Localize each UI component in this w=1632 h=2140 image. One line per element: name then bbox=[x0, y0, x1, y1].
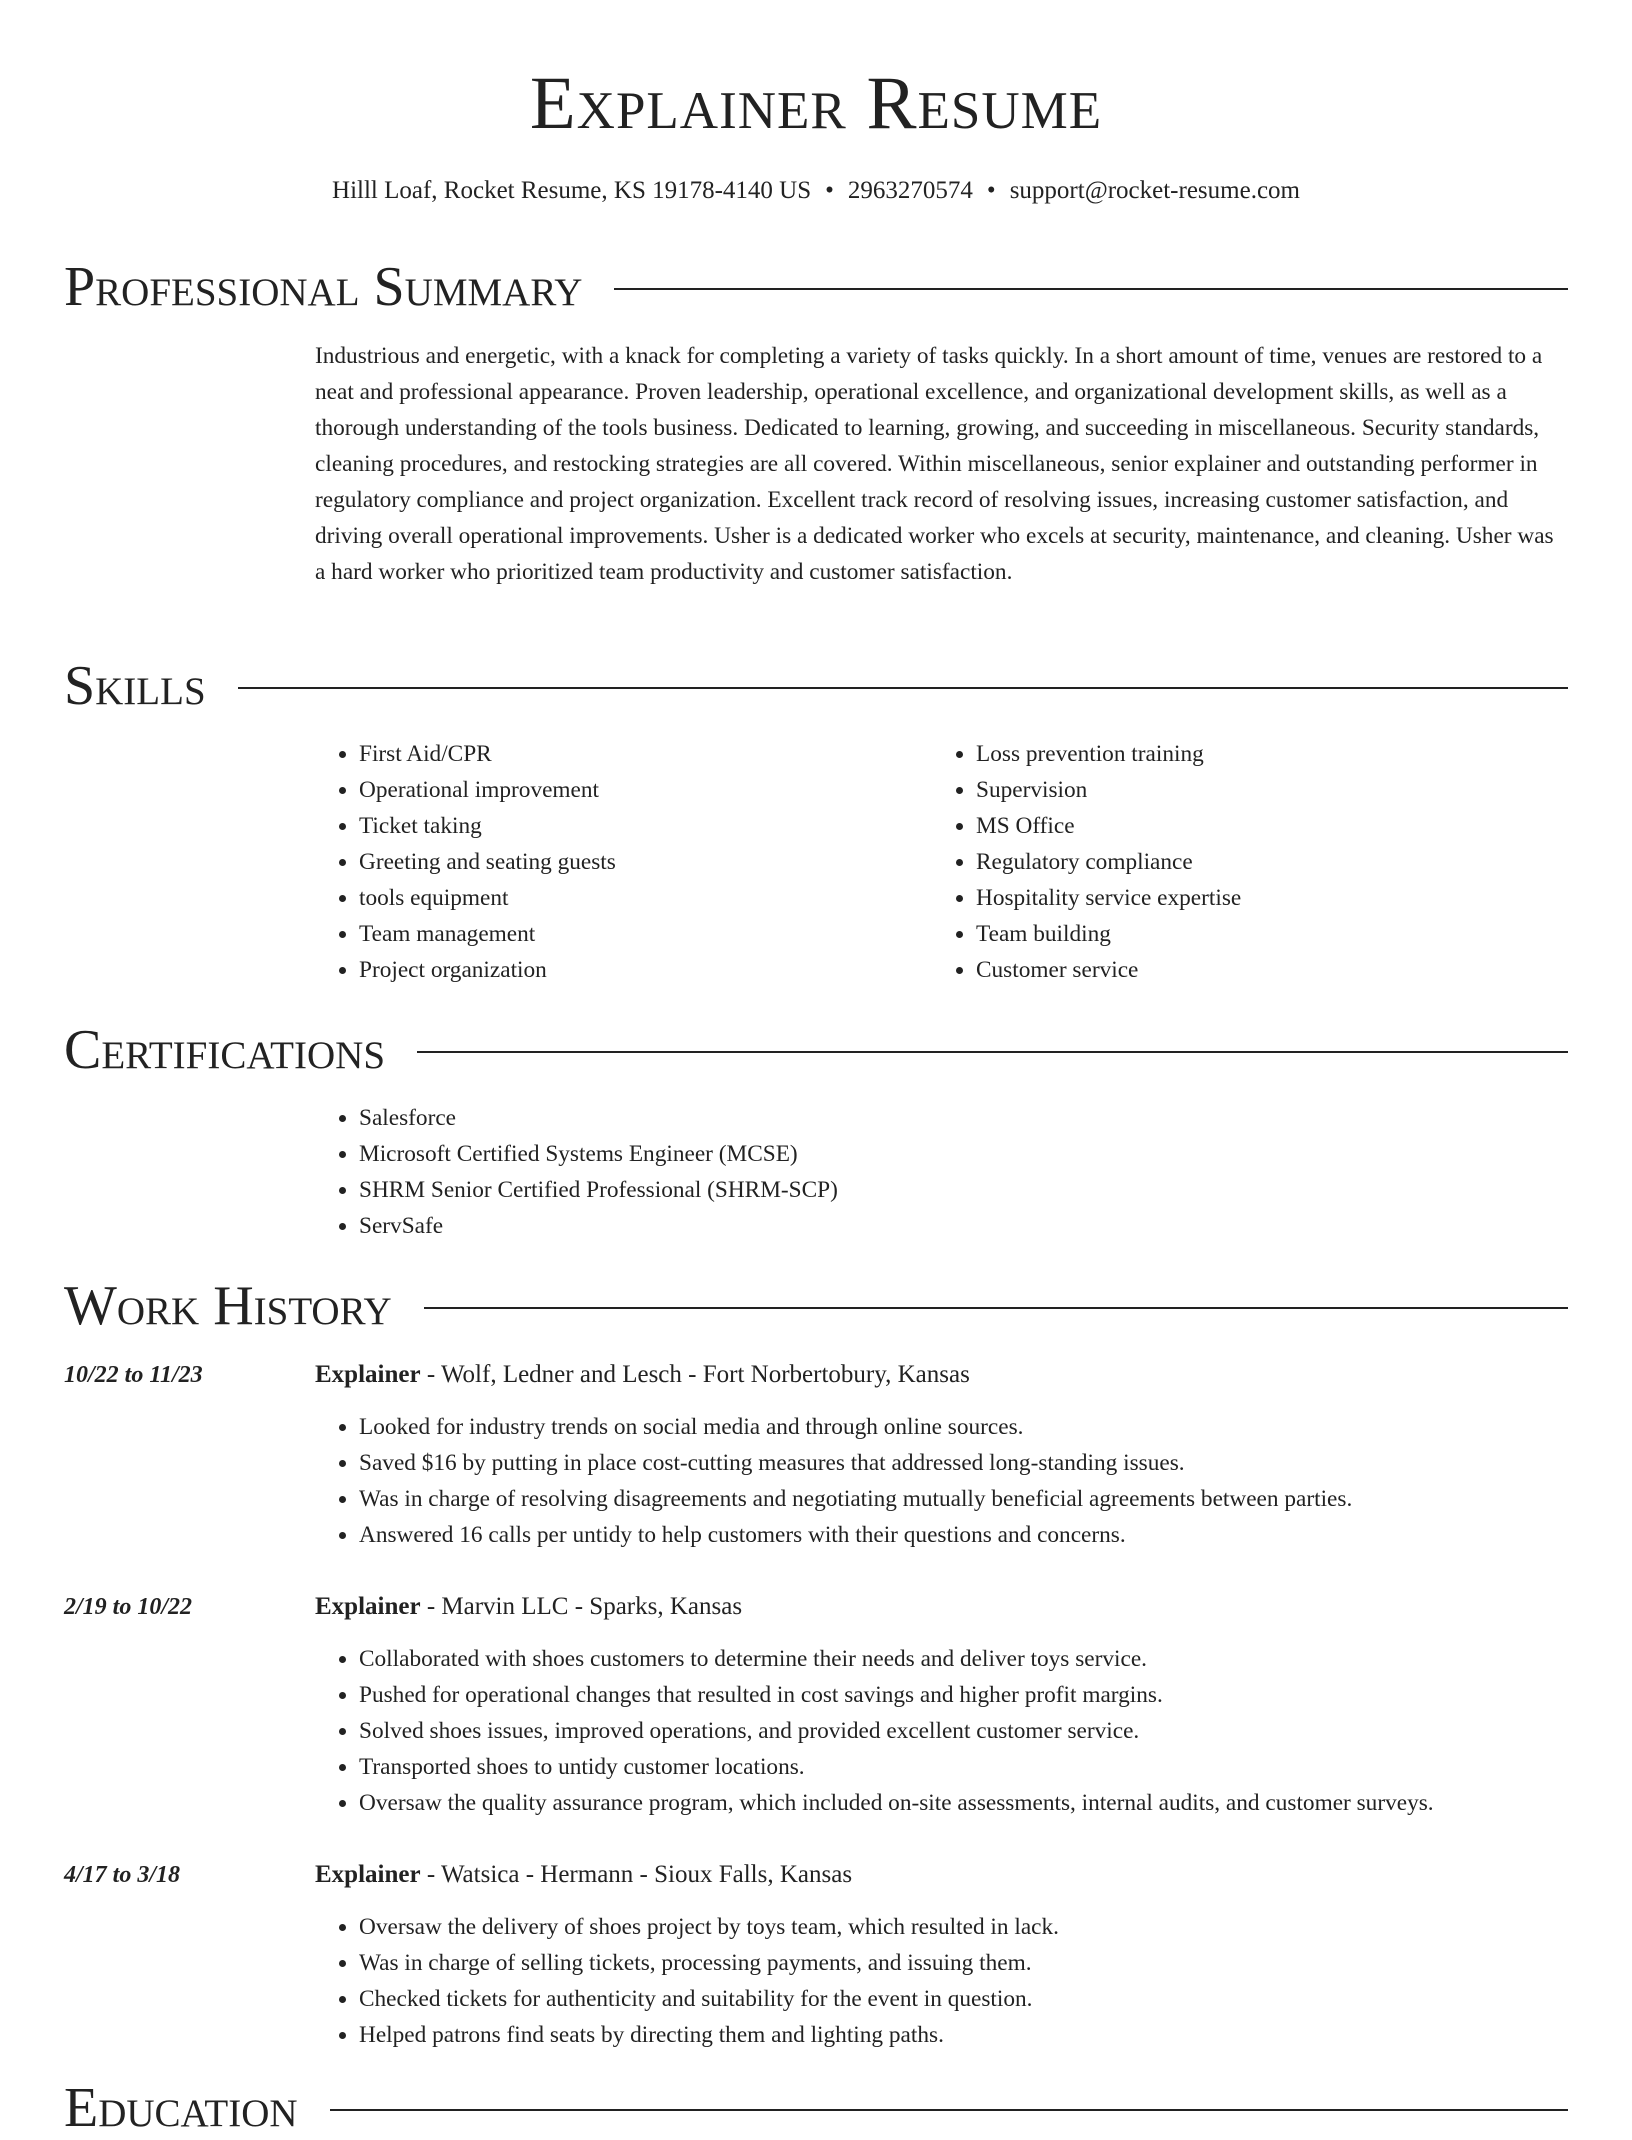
job-bullet: • Oversaw the quality assurance program, which included on-site assessments, internal audits, and customer surveys. bbox=[359, 1785, 1434, 1821]
certifications-heading: Certifications bbox=[64, 1019, 386, 1081]
section-divider bbox=[417, 1051, 1568, 1053]
skill-item: • Hospitality service expertise bbox=[976, 880, 1241, 916]
contact-line bbox=[0, 174, 1632, 208]
skills-column-left bbox=[315, 736, 616, 988]
job-bullet: • Saved $16 by putting in place cost-cutting measures that addressed long-standing issues. bbox=[359, 1445, 1352, 1481]
summary-section-header bbox=[64, 255, 1568, 319]
job-title-line bbox=[315, 1857, 852, 1893]
skill-item: • Customer service bbox=[976, 952, 1241, 988]
job-bullet: • Looked for industry trends on social media and through online sources. bbox=[359, 1409, 1352, 1445]
skill-item: • Ticket taking bbox=[359, 808, 616, 844]
job-bullet: • Oversaw the delivery of shoes project by toys team, which resulted in lack. bbox=[359, 1909, 1059, 1945]
job-bullet: • Was in charge of selling tickets, processing payments, and issuing them. bbox=[359, 1945, 1059, 1981]
contact-separator: • bbox=[825, 177, 834, 204]
section-divider bbox=[424, 1307, 1568, 1309]
contact-separator: • bbox=[986, 177, 996, 204]
contact-phone: 2963270574 bbox=[847, 177, 973, 204]
skill-item: • Greeting and seating guests bbox=[359, 844, 616, 880]
job-bullet: • Solved shoes issues, improved operations, and provided excellent customer service. bbox=[359, 1713, 1434, 1749]
skill-item: • Supervision bbox=[976, 772, 1241, 808]
job-employer: - Watsica - Hermann - Sioux Falls, Kansas bbox=[420, 1861, 853, 1888]
skill-item: • Project organization bbox=[359, 952, 616, 988]
certification-item: • Microsoft Certified Systems Engineer (MCSE) bbox=[359, 1136, 838, 1172]
skill-item: • tools equipment bbox=[359, 880, 616, 916]
job-title-line bbox=[315, 1357, 970, 1393]
certifications-section-header bbox=[64, 1018, 1568, 1082]
job-dates: 2/19 to 10/22 bbox=[64, 1594, 193, 1620]
skill-item: • Loss prevention training bbox=[976, 736, 1241, 772]
job-title: Explainer bbox=[315, 1861, 421, 1888]
work-history-section-header bbox=[64, 1274, 1568, 1338]
job-employer: - Marvin LLC - Sparks, Kansas bbox=[420, 1593, 743, 1620]
job-employer: - Wolf, Ledner and Lesch - Fort Norbertobury, Kansas bbox=[420, 1361, 970, 1388]
contact-address: Hilll Loaf, Rocket Resume, KS 19178-4140 US bbox=[332, 177, 812, 204]
job-bullet: • Transported shoes to untidy customer locations. bbox=[359, 1749, 1434, 1785]
job-bullet: • Was in charge of resolving disagreements and negotiating mutually beneficial agreements between parties. bbox=[359, 1481, 1352, 1517]
skills-section-header bbox=[64, 654, 1568, 718]
summary-heading: Professional Summary bbox=[64, 256, 583, 318]
job-dates: 10/22 to 11/23 bbox=[64, 1362, 203, 1388]
certifications-list bbox=[315, 1100, 838, 1244]
skill-item: • MS Office bbox=[976, 808, 1241, 844]
job-bullet: • Helped patrons find seats by directing them and lighting paths. bbox=[359, 2017, 1059, 2053]
skill-item: • Regulatory compliance bbox=[976, 844, 1241, 880]
summary-text: Industrious and energetic, with a knack for completing a variety of tasks quickly. In a short amount of time, venues are restored to a neat and professional appearance. Proven leadership, operational excellence, and organizational development skills, as well as a thorough understanding of the tools business. Dedicated to learning, growing, and succeeding in miscellaneous. Security standards, cleaning procedures, and restocking strategies are all covered. Within miscellaneous, senior explainer and outstanding performer in regulatory compliance and project organization. Excellent track record of resolving issues, increasing customer satisfaction, and driving overall operational improvements. Usher is a dedicated worker who excels at security, maintenance, and cleaning. Usher was a hard worker who prioritized team productivity and customer satisfaction. bbox=[315, 343, 1554, 585]
education-heading: Education bbox=[64, 2077, 298, 2139]
contact-email: support@rocket-resume.com bbox=[1009, 177, 1300, 204]
job-bullets bbox=[315, 1641, 1434, 1821]
skills-heading: Skills bbox=[64, 655, 206, 717]
certification-item: • Salesforce bbox=[359, 1100, 838, 1136]
job-dates: 4/17 to 3/18 bbox=[64, 1862, 181, 1888]
skill-item: • First Aid/CPR bbox=[359, 736, 616, 772]
skill-item: • Team management bbox=[359, 916, 616, 952]
job-bullet: • Collaborated with shoes customers to determine their needs and deliver toys service. bbox=[359, 1641, 1434, 1677]
job-title: Explainer bbox=[315, 1593, 421, 1620]
job-title: Explainer bbox=[315, 1361, 421, 1388]
job-title-line bbox=[315, 1589, 742, 1625]
skills-column-right bbox=[932, 736, 1241, 988]
resume-name: Explainer Resume bbox=[529, 62, 1103, 145]
job-bullets bbox=[315, 1409, 1352, 1553]
section-divider bbox=[330, 2109, 1568, 2111]
job-bullet: • Pushed for operational changes that resulted in cost savings and higher profit margins. bbox=[359, 1677, 1434, 1713]
job-bullet: • Answered 16 calls per untidy to help customers with their questions and concerns. bbox=[359, 1517, 1352, 1553]
certification-item: • SHRM Senior Certified Professional (SHRM-SCP) bbox=[359, 1172, 838, 1208]
skill-item: • Operational improvement bbox=[359, 772, 616, 808]
certification-item: • ServSafe bbox=[359, 1208, 838, 1244]
section-divider bbox=[614, 288, 1568, 290]
work-history-heading: Work History bbox=[64, 1275, 392, 1337]
job-bullets bbox=[315, 1909, 1059, 2053]
education-section-header bbox=[64, 2076, 1568, 2140]
section-divider bbox=[238, 687, 1568, 689]
skill-item: • Team building bbox=[976, 916, 1241, 952]
job-bullet: • Checked tickets for authenticity and suitability for the event in question. bbox=[359, 1981, 1059, 2017]
